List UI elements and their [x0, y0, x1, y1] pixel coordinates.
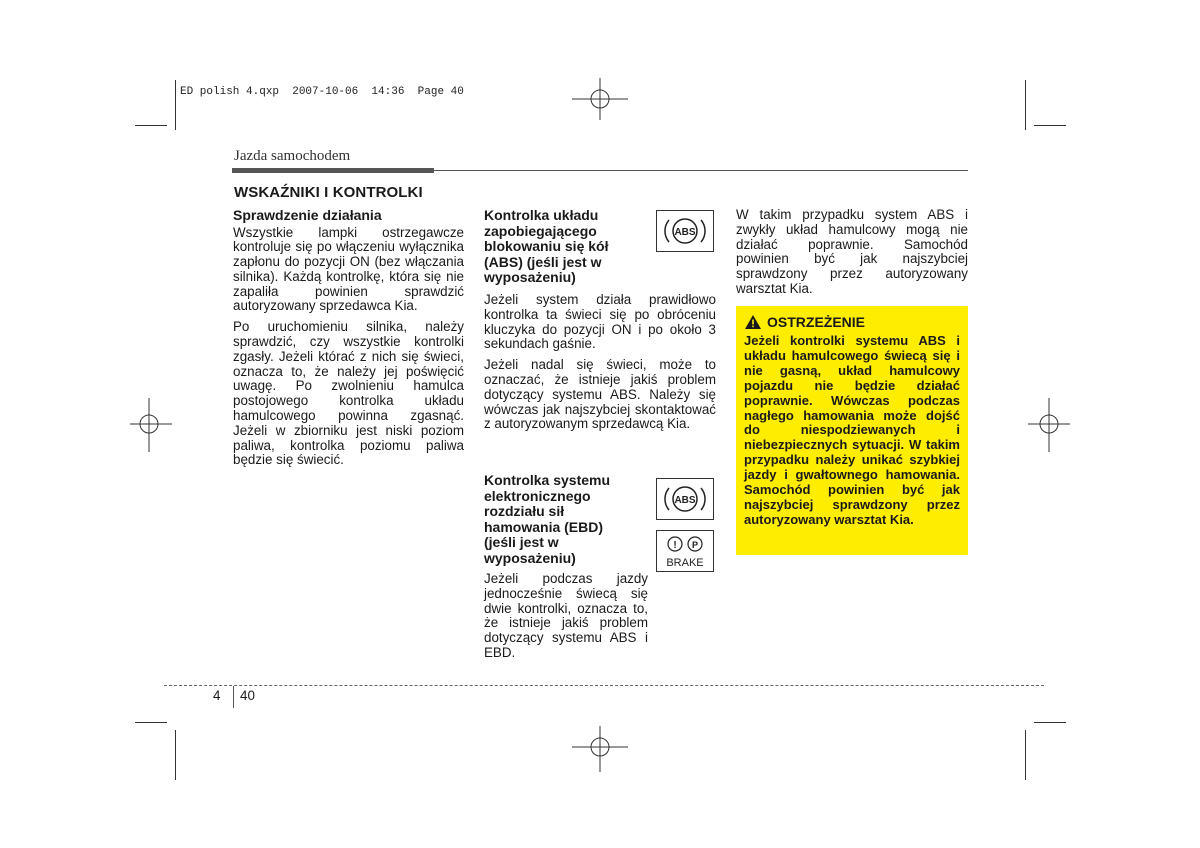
abs-heading: Kontrolka układu zapobiegającego blokowaniu się kół (ABS) (jeśli jest w wyposażeniu) [484, 207, 609, 285]
brake-exclamation: ! [673, 540, 677, 551]
crop-mark-br-v [1025, 730, 1026, 780]
abs-icon [657, 211, 713, 251]
warning-body: Jeżeli kontrolki systemu ABS i układu hamulcowego świecą się i nie gasną, układ hamulcowy pojazdu nie będzie działać poprawnie. Wówczas podczas nagłego hamowania może dojść do niespodziewanych i niebezpiecznych sytuacji. W takim przypadku należy unikać szybkiej jazdy i gwałtownego hamowania. Samochód powinien być jak najszybciej sprawdzony przez autoryzowany warsztat Kia. [744, 333, 960, 527]
header-rule-thick [232, 168, 434, 173]
print-slug: ED polish 4.qxp 2007-10-06 14:36 Page 40 [180, 86, 464, 98]
brake-icon [657, 531, 713, 571]
header-rule-thin [434, 170, 968, 171]
col3-paragraph-1: W takim przypadku system ABS i zwykły układ hamulcowy mogą nie działać poprawnie. Samochód powinien być jak najszybciej sprawdzony przez autoryzowany warsztat Kia. [736, 207, 968, 296]
check-paragraph-1: Wszystkie lampki ostrzegawcze kontroluje się po włączeniu wyłącznika zapłonu do pozycji ON (bez włączania silnika). Każdą kontrolkę, która się nie zapaliła powinien sprawdzić autoryzowany sprzedawca Kia. [233, 224, 464, 314]
warning-box [736, 306, 968, 555]
crop-mark-tr-v [1025, 80, 1026, 130]
footer-dashed-rule [164, 685, 1044, 686]
chapter-number: 4 [213, 688, 221, 703]
ebd-paragraph-1: Jeżeli podczas jazdy jednocześnie świecą się dwie kontrolki, oznacza to, że istnieje jakiś problem dotyczący systemu ABS i EBD. [484, 571, 648, 660]
registration-mark-bottom [572, 726, 628, 772]
ebd-heading: Kontrolka systemu elektronicznego rozdziału sił hamowania (EBD) (jeśli jest w wyposażeniu) [484, 472, 611, 566]
ebd-abs-indicator-icon [656, 478, 714, 520]
crop-mark-tl-v [175, 80, 176, 130]
ebd-section-body [484, 572, 648, 667]
abs-icon-label: ABS [674, 227, 696, 238]
abs-paragraph-1: Jeżeli system działa prawidłowo kontrolka ta świeci się po obróceniu kluczyka do pozycji ON i po około 3 sekundach gaśnie. [484, 292, 716, 352]
section-title: Jazda samochodem [234, 148, 351, 164]
registration-mark-right [1028, 398, 1070, 452]
crop-mark-tl-h [135, 125, 167, 126]
page-number-separator [233, 686, 234, 708]
abs-indicator-icon [656, 210, 714, 252]
abs-icon-label: ABS [674, 495, 696, 506]
warning-title-row [744, 314, 960, 330]
check-heading: Sprawdzenie działania [233, 207, 382, 223]
check-paragraph-2: Po uruchomieniu silnika, należy sprawdzić, czy wszystkie kontrolki zgasły. Jeżeli którać z nich się świeci, oznacza to, że należy jej poświęcić uwagę. Po zwolnieniu hamulca postojowego kontrolka układu hamulcowego powinna zgasnąć. Jeżeli w zbiorniku jest niski poziom paliwa, kontrolka poziomu paliwa będzie się świecić. [233, 319, 464, 468]
column-3 [736, 208, 968, 303]
main-heading: WSKAŹNIKI I KONTROLKI [234, 184, 423, 201]
warning-title: OSTRZEŻENIE [767, 314, 866, 330]
crop-mark-bl-v [175, 730, 176, 780]
registration-mark-top [572, 78, 628, 120]
abs-section-heading [484, 208, 642, 288]
brake-label: BRAKE [666, 557, 704, 569]
registration-mark-left [130, 398, 172, 452]
column-1 [233, 208, 464, 474]
crop-mark-br-h [1034, 722, 1066, 723]
crop-mark-tr-h [1034, 125, 1066, 126]
crop-mark-bl-h [135, 722, 167, 723]
abs-section-body [484, 293, 716, 438]
brake-indicator-icon [656, 530, 714, 572]
abs-paragraph-2: Jeżeli nadal się świeci, może to oznaczać, że istnieje jakiś problem dotyczący systemu ABS. Należy się wówczas jak najszybciej skontaktować z autoryzowanym sprzedawcą Kia. [484, 357, 716, 432]
abs-icon [657, 479, 713, 519]
warning-triangle-icon [744, 314, 762, 330]
page-number: 40 [240, 688, 255, 703]
ebd-section-heading [484, 473, 636, 568]
brake-parking: P [691, 540, 699, 550]
